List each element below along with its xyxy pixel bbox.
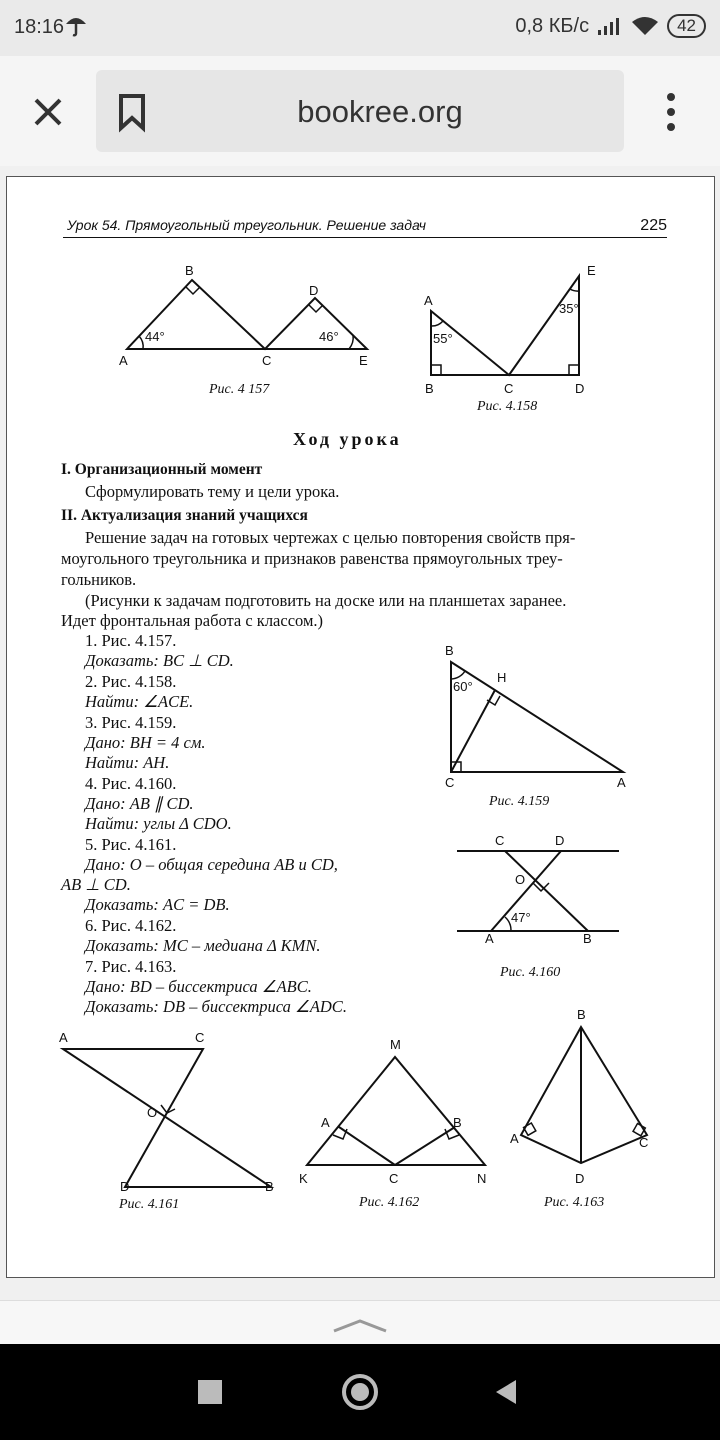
s2-p2-line2: Идет фронтальная работа с классом.) xyxy=(61,611,324,630)
back-icon[interactable] xyxy=(494,1378,518,1406)
task-7-given: Дано: BD – биссектриса ∠ABC. xyxy=(85,977,312,996)
expand-up-icon[interactable] xyxy=(330,1315,390,1335)
f162-pt-c: C xyxy=(389,1171,399,1186)
f157-angle-a: 44° xyxy=(145,329,165,344)
f160-pt-b: B xyxy=(583,931,592,946)
s2-p2-line1: (Рисунки к задачам подготовить на доске или на планшетах заранее. xyxy=(85,591,567,610)
task-5-given-cont: AB ⊥ CD. xyxy=(61,875,131,894)
task-5-given: Дано: O – общая середина AB и CD, xyxy=(85,855,338,874)
page-controls xyxy=(0,1300,720,1344)
f160-pt-c: C xyxy=(495,833,505,848)
task-1-prove: Доказать: BC ⊥ CD. xyxy=(85,651,234,670)
task-5: 5. Рис. 4.161. xyxy=(85,835,177,854)
figure-4-161 xyxy=(57,1039,283,1195)
header-rule xyxy=(63,237,667,238)
wifi-icon xyxy=(631,15,659,37)
f157-caption: Рис. 4 157 xyxy=(209,382,270,397)
task-3-given: Дано: BH = 4 см. xyxy=(85,733,206,752)
s2-p1-line2: моугольного треугольника и признаков равенства прямоугольных треу- xyxy=(61,549,563,568)
task-4: 4. Рис. 4.160. xyxy=(85,774,177,793)
page-number: 225 xyxy=(640,217,667,234)
task-4-given: Дано: AB ∥ CD. xyxy=(85,794,194,813)
figure-4-160 xyxy=(453,841,623,941)
f162-pt-m: M xyxy=(390,1037,401,1052)
network-speed: 0,8 КБ/с xyxy=(515,14,590,37)
f159-pt-a: A xyxy=(617,775,626,790)
signal-icon xyxy=(597,16,623,36)
f158-angle-a: 55° xyxy=(433,331,453,346)
figure-4-162 xyxy=(297,1045,497,1175)
f161-pt-d: D xyxy=(120,1179,130,1194)
f162-caption: Рис. 4.162 xyxy=(359,1195,420,1210)
figure-4-157 xyxy=(117,265,377,365)
f159-pt-c: C xyxy=(445,775,455,790)
running-head-text: Урок 54. Прямоугольный треугольник. Решение задач xyxy=(67,217,427,233)
section-2-title: II. Актуализация знаний учащихся xyxy=(61,507,308,524)
document-viewer[interactable] xyxy=(0,166,720,1300)
f161-pt-a: A xyxy=(59,1030,68,1045)
f161-pt-o: O xyxy=(147,1105,158,1120)
task-7-prove: Доказать: DB – биссектриса ∠ADC. xyxy=(85,997,347,1016)
f159-pt-b: B xyxy=(445,643,454,658)
system-nav-bar xyxy=(0,1344,720,1440)
f163-pt-b: B xyxy=(577,1007,586,1022)
f159-caption: Рис. 4.159 xyxy=(489,794,550,809)
figure-4-163 xyxy=(507,1019,657,1169)
f161-caption: Рис. 4.161 xyxy=(119,1197,180,1212)
f158-angle-e: 35° xyxy=(559,301,579,316)
f161-pt-b: B xyxy=(265,1179,274,1194)
url-bar[interactable] xyxy=(96,70,624,152)
f157-pt-c: C xyxy=(262,353,272,368)
running-head xyxy=(67,217,667,233)
f158-caption: Рис. 4.158 xyxy=(477,399,538,414)
f163-pt-c: C xyxy=(639,1135,649,1150)
home-icon[interactable] xyxy=(340,1372,380,1412)
f160-caption: Рис. 4.160 xyxy=(500,965,561,980)
f158-pt-d: D xyxy=(575,381,585,396)
f158-pt-c: C xyxy=(504,381,514,396)
f163-caption: Рис. 4.163 xyxy=(544,1195,605,1210)
status-time: 18:16 xyxy=(14,16,65,38)
book-page xyxy=(6,176,715,1278)
task-7: 7. Рис. 4.163. xyxy=(85,957,177,976)
bookmark-icon[interactable] xyxy=(112,90,152,134)
f157-pt-d: D xyxy=(309,283,319,298)
f157-pt-e: E xyxy=(359,353,368,368)
more-menu-icon[interactable] xyxy=(656,90,686,134)
f158-pt-b: B xyxy=(425,381,434,396)
f160-pt-o: O xyxy=(515,872,526,887)
lesson-heading: Ход урока xyxy=(293,429,402,449)
url-text[interactable]: bookree.org xyxy=(297,94,463,129)
f162-pt-n: N xyxy=(477,1171,487,1186)
f162-pt-b: B xyxy=(453,1115,462,1130)
s2-p1-line1: Решение задач на готовых чертежах с целью повторения свойств пря- xyxy=(85,528,576,547)
f157-pt-b: B xyxy=(185,263,194,278)
f162-pt-a: A xyxy=(321,1115,330,1130)
section-1-text: Сформулировать тему и цели урока. xyxy=(85,482,340,501)
f158-pt-a: A xyxy=(424,293,433,308)
task-2: 2. Рис. 4.158. xyxy=(85,672,177,691)
figure-4-158 xyxy=(423,261,593,381)
task-3: 3. Рис. 4.159. xyxy=(85,713,177,732)
f163-pt-d: D xyxy=(575,1171,585,1186)
f161-pt-c: C xyxy=(195,1030,205,1045)
recents-icon[interactable] xyxy=(198,1380,222,1404)
f160-pt-a: A xyxy=(485,931,494,946)
f159-angle-b: 60° xyxy=(453,679,473,694)
f157-pt-a: A xyxy=(119,353,128,368)
section-1-title: I. Организационный момент xyxy=(61,461,263,478)
f162-pt-k: K xyxy=(299,1171,308,1186)
f163-pt-a: A xyxy=(510,1131,519,1146)
browser-toolbar xyxy=(0,56,720,166)
close-icon[interactable] xyxy=(26,90,70,134)
f160-pt-d: D xyxy=(555,833,565,848)
s2-p1-line3: гольников. xyxy=(61,570,137,589)
task-4-find: Найти: углы Δ CDO. xyxy=(85,814,232,833)
task-2-find: Найти: ∠ACE. xyxy=(85,692,194,711)
task-3-find: Найти: AH. xyxy=(85,753,170,772)
task-6-prove: Доказать: MC – медиана Δ KMN. xyxy=(85,936,321,955)
umbrella-icon xyxy=(64,12,88,38)
f160-angle-a: 47° xyxy=(511,910,531,925)
task-1: 1. Рис. 4.157. xyxy=(85,631,177,650)
f159-pt-h: H xyxy=(497,670,507,685)
battery-indicator: 42 xyxy=(667,14,706,38)
task-5-prove: Доказать: AC = DB. xyxy=(85,895,230,914)
figure-4-159 xyxy=(443,657,633,787)
status-bar xyxy=(0,0,720,56)
f157-angle-e: 46° xyxy=(319,329,339,344)
f158-pt-e: E xyxy=(587,263,596,278)
task-6: 6. Рис. 4.162. xyxy=(85,916,177,935)
